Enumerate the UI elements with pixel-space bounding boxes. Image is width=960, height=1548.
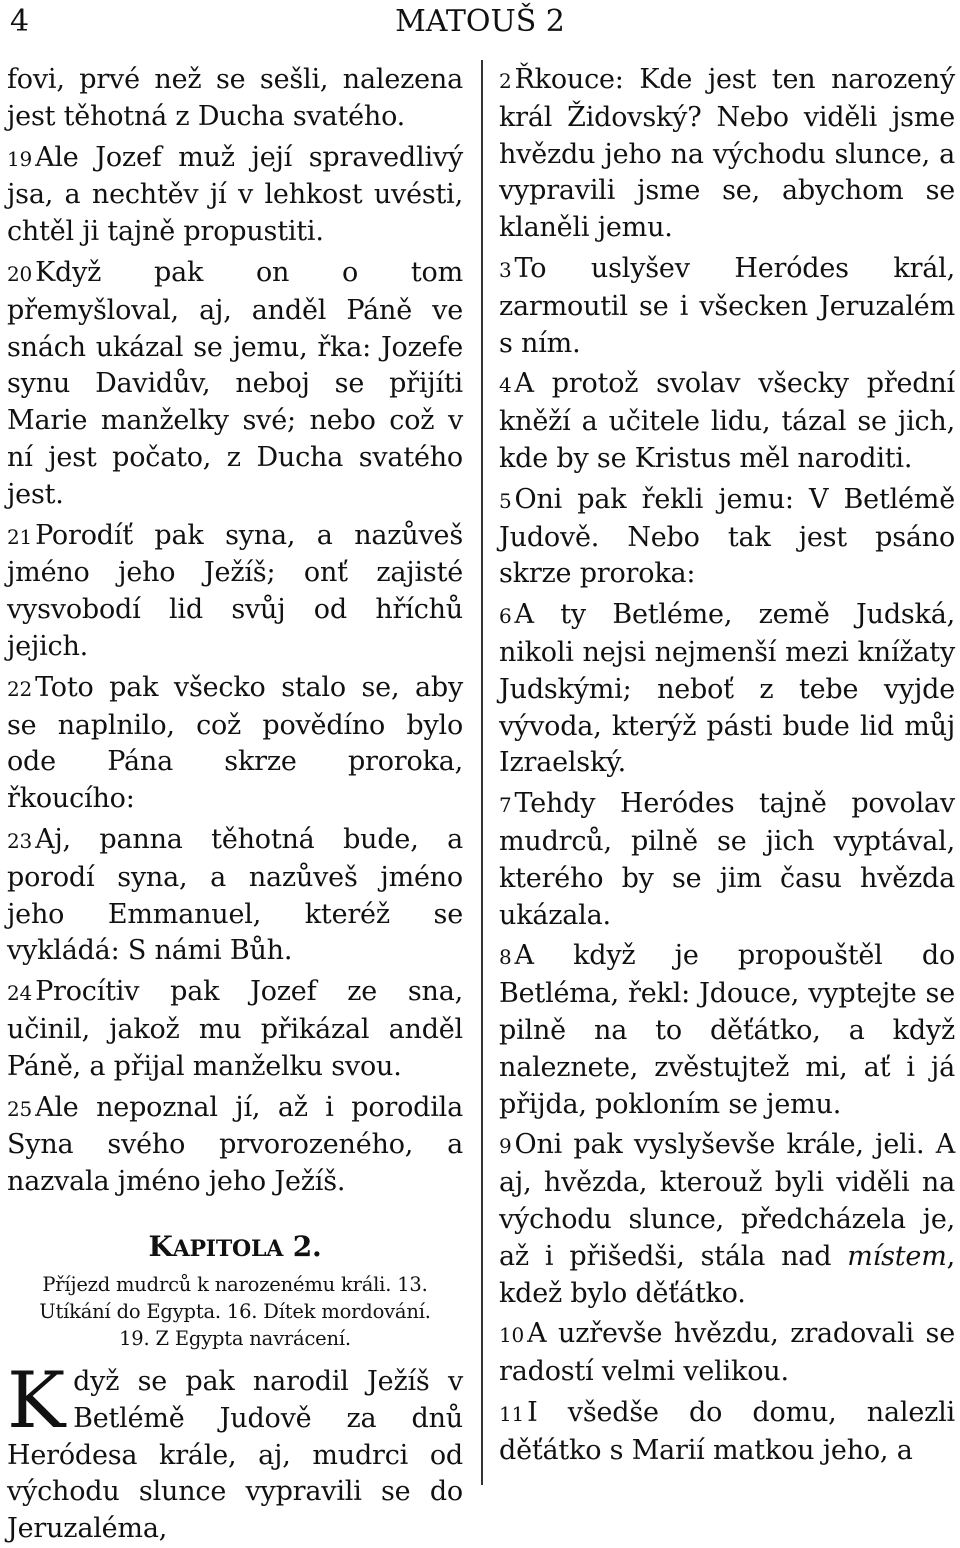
verse-number: 6 bbox=[499, 604, 512, 629]
chapter-title-initial: K bbox=[148, 1229, 173, 1263]
verse-text: To uslyšev Heródes král, zarmoutil se i všecken Jeruzalém s ním. bbox=[499, 252, 955, 359]
verse bbox=[499, 482, 955, 593]
verse-number: 10 bbox=[499, 1323, 525, 1348]
verse bbox=[7, 140, 463, 251]
left-column bbox=[7, 62, 463, 1548]
verse-number: 2 bbox=[499, 69, 512, 93]
continuation-text: fovi, prvé než se sešli, nalezena jest těhotná z Ducha svatého. bbox=[7, 64, 463, 132]
verse bbox=[499, 251, 955, 362]
verse-text-italic: místem bbox=[847, 1240, 947, 1272]
verse-number: 22 bbox=[7, 676, 33, 701]
verse-number: 11 bbox=[499, 1401, 525, 1426]
column-divider bbox=[481, 60, 483, 1485]
verse-text: Procítiv pak Jozef ze sna, učinil, jakož mu přikázal anděl Páně, a přijal manželku svou. bbox=[7, 976, 463, 1082]
verse bbox=[7, 974, 463, 1085]
verse-number: 7 bbox=[499, 793, 512, 818]
verse bbox=[7, 670, 463, 818]
verse bbox=[499, 366, 955, 477]
verse-text: A ty Betléme, země Judská, nikoli nejsi nejmenší mezi knížaty Judskými; neboť z tebe vyjde vývoda, kterýž pásti bude lid můj Izraelský. bbox=[499, 599, 955, 779]
verse-text: A když je propouštěl do Betléma, řekl: Jdouce, vyptejte se pilně na to děťátko, a když naleznete, zvěstujtež mi, ať i já přijda, pokloním se jemu. bbox=[499, 940, 955, 1120]
verse-number: 25 bbox=[7, 1096, 33, 1121]
verse-text: I všedše do domu, nalezli děťátko s Marií matkou jeho, a bbox=[499, 1396, 955, 1466]
running-header: MATOUŠ 2 bbox=[395, 4, 565, 39]
verse-text: A uzřevše hvězdu, zradovali se radostí velmi velikou. bbox=[499, 1318, 955, 1388]
verse-text-before: Oni pak vyslyševše krále, jeli. A aj, hvězda, kterouž byli viděli na východu slunce, předcházela je, až i přišedši, stála nad bbox=[499, 1129, 955, 1272]
verse bbox=[499, 597, 955, 782]
verse-text: A protož svolav všecky přední kněží a učitele lidu, tázal se jich, kde by se Kristus měl naroditi. bbox=[499, 368, 955, 474]
verse-text-after: , kdež bylo děťátko. bbox=[499, 1240, 955, 1309]
verse-text: Když pak on o tom přemyšloval, aj, anděl Páně ve snách ukázal se jemu, řka: Jozefe synu Davidův, neboj se přijíti Marie manželky své; nebo což v ní jest počato, z Ducha svatého jest. bbox=[7, 256, 463, 510]
chapter-summary-line: Utíkání do Egypta. 16. Dítek mordování. bbox=[39, 1299, 431, 1323]
chapter-summary bbox=[7, 1271, 463, 1352]
right-column bbox=[499, 62, 955, 1469]
verse bbox=[7, 822, 463, 970]
verse bbox=[7, 1090, 463, 1201]
verse-number: 19 bbox=[7, 146, 33, 171]
verse-number: 21 bbox=[7, 524, 33, 549]
verse bbox=[499, 1395, 955, 1470]
chapter-title bbox=[7, 1227, 463, 1269]
verse-number: 20 bbox=[7, 261, 33, 286]
verse-number: 5 bbox=[499, 488, 512, 513]
verse-text: Toto pak všecko stalo se, aby se naplnilo, což povědíno bylo ode Pána skrze proroka, řkoucího: bbox=[7, 671, 463, 815]
verse-text: Aj, panna těhotná bude, a porodí syna, a nazůveš jméno jeho Emmanuel, kteréž se vykládá: S námi Bůh. bbox=[7, 823, 463, 967]
verse bbox=[499, 938, 955, 1123]
verse bbox=[7, 255, 463, 514]
verse-text: Ale Jozef muž její spravedlivý jsa, a nechtěv jí v lehkost uvésti, chtěl ji tajně propustiti. bbox=[7, 141, 463, 248]
verse-text: Tehdy Heródes tajně povolav mudrců, pilně se jich vyptával, kterého by se jim času hvězda ukázala. bbox=[499, 788, 955, 931]
verse-text: Porodíť pak syna, a nazůveš jméno jeho Ježíš; onť zajisté vysvobodí lid svůj od hříchů jejich. bbox=[7, 519, 463, 662]
drop-cap: K bbox=[7, 1355, 66, 1446]
verse-text: Oni pak řekli jemu: V Betlémě Judově. Nebo tak jest psáno skrze proroka: bbox=[499, 483, 955, 590]
verse bbox=[499, 1127, 955, 1312]
chapter-summary-line: Příjezd mudrců k narozenému králi. 13. bbox=[42, 1272, 428, 1296]
verse-text: Ale nepoznal jí, až i porodila Syna svého prvorozeného, a nazvala jméno jeho Ježíš. bbox=[7, 1091, 463, 1198]
chapter-title-rest: APITOLA bbox=[172, 1235, 284, 1262]
verse bbox=[499, 786, 955, 934]
chapter-opening bbox=[7, 1355, 463, 1548]
verse-number: 3 bbox=[499, 257, 512, 282]
chapter-summary-line: 19. Z Egypta navrácení. bbox=[119, 1326, 351, 1350]
verse-number: 9 bbox=[499, 1134, 512, 1159]
verse bbox=[499, 62, 955, 247]
page-number: 4 bbox=[10, 4, 30, 39]
verse-text: Řkouce: Kde jest ten narozený král Židovský? Nebo viděli jsme hvězdu jeho na východu slunce, a vypravili jsme se, abychom se klaněli jemu. bbox=[499, 64, 955, 244]
verse bbox=[499, 1316, 955, 1391]
verse bbox=[7, 518, 463, 666]
verse-number: 24 bbox=[7, 981, 33, 1006]
verse-number: 4 bbox=[499, 373, 512, 398]
verse-number: 8 bbox=[499, 945, 512, 970]
opening-text: dyž se pak narodil Ježíš v Betlémě Judově za dnů Heródesa krále, aj, mudrci od východu slunce vypravili se do Jeruzaléma, bbox=[7, 1365, 463, 1545]
chapter-title-number: 2. bbox=[292, 1229, 322, 1263]
verse-number: 23 bbox=[7, 828, 33, 853]
